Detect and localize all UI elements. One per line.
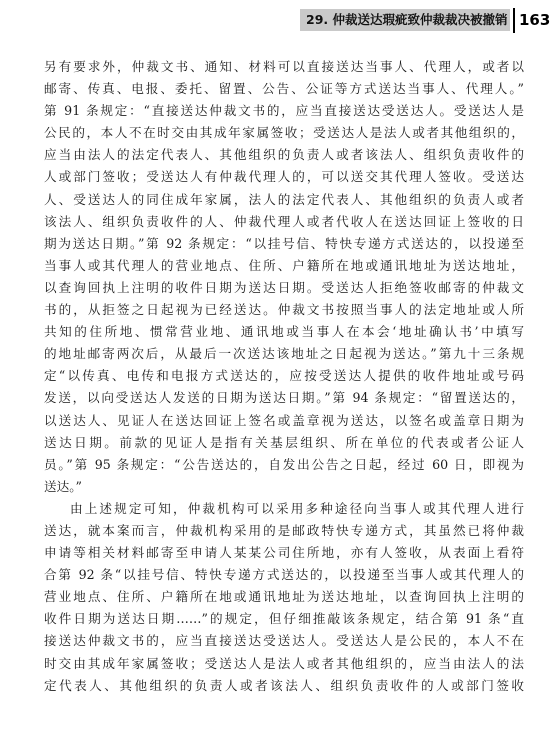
text-line: 申请等相关材料邮寄至申请人某某公司住所地，亦有人签收，从表面上看符 [44, 545, 524, 561]
page-number: 163 [519, 11, 551, 29]
text-line: 人或部门签收；受送达人有仲裁代理人的，可以送交其代理人签收。受送达 [44, 169, 524, 185]
text-line: 的地址邮寄两次后，从最后一次送达该地址之日起视为送达。”第九十三条规 [44, 346, 524, 362]
text-line: 定“以传真、电传和电报方式送达的，应按受送达人提供的收件地址或号码 [44, 368, 524, 384]
text-line: 以查询回执上注明的收件日期为送达日期。受送达人拒绝签收邮寄的仲裁文 [44, 279, 524, 295]
text-line: 公民的，本人不在时交由其成年家属签收；受送达人是法人或者其他组织的， [44, 125, 524, 141]
body-text [44, 56, 524, 697]
text-line: 合第 92 条“以挂号信、特快专递方式送达的，以投递至当事人或其代理人的 [44, 567, 524, 583]
running-header [0, 0, 558, 40]
text-line: 共知的住所地、惯常营业地、通讯地或当事人在本会‘地址确认书’中填写 [44, 324, 524, 340]
text-line: 期为送达日期。”第 92 条规定：“以挂号信、特快专递方式送达的，以投递至 [44, 235, 524, 251]
paragraph-end-line: 送达。” [44, 478, 82, 494]
paragraph-first-line: 由上述规定可知，仲裁机构可以采用多种途径向当事人或其代理人进行 [70, 500, 524, 516]
chapter-title: 29. 仲裁送达瑕疵致仲裁裁决被撤销 [306, 12, 508, 27]
text-line: 员。”第 95 条规定：“公告送达的，自发出公告之日起，经过 60 日，即视为 [44, 456, 524, 472]
text-line: 接送达仲裁文书的，应当直接送达受送达人。受送达人是公民的，本人不在 [44, 633, 524, 649]
text-line: 人、受送达人的同住成年家属，法人的法定代表人、其他组织的负责人或者 [44, 191, 524, 207]
text-line: 邮寄、传真、电报、委托、留置、公告、公证等方式送达当事人、代理人。” [44, 81, 524, 97]
text-line: 该法人、组织负责收件的人、仲裁代理人或者代收人在送达回证上签收的日 [44, 213, 524, 229]
text-line: 发送，以向受送达人发送的日期为送达日期。”第 94 条规定：“留置送达的， [44, 390, 524, 406]
text-line: 营业地点、住所、户籍所在地或通讯地址为送达地址，以查询回执上注明的 [44, 589, 524, 605]
text-line: 另有要求外，仲裁文书、通知、材料可以直接送达当事人、代理人，或者以 [44, 59, 524, 74]
text-line: 当事人或其代理人的营业地点、住所、户籍所在地或通讯地址为送达地址， [44, 257, 524, 273]
text-line: 送达，就本案而言，仲裁机构采用的是邮政特快专递方式，其虽然已将仲裁 [44, 522, 524, 538]
header-separator [513, 8, 515, 33]
text-line: 收件日期为送达日期……”的规定，但仔细推敲该条规定，结合第 91 条“直 [44, 611, 524, 627]
text-line: 以送达人、见证人在送达回证上签名或盖章视为送达，以签名或盖章日期为 [44, 412, 524, 428]
text-line: 时交由其成年家属签收；受送达人是法人或者其他组织的，应当由法人的法 [44, 655, 524, 671]
text-line: 书的，从拒签之日起视为已经送达。仲裁文书按照当事人的法定地址或人所 [44, 302, 524, 318]
text-line: 应当由法人的法定代表人、其他组织的负责人或者该法人、组织负责收件的 [44, 147, 524, 163]
text-line: 第 91 条规定：“直接送达仲裁文书的，应当直接送达受送达人。受送达人是 [44, 103, 524, 119]
text-line: 送达日期。前款的见证人是指有关基层组织、所在单位的代表或者公证人 [44, 434, 524, 450]
text-line: 定代表人、其他组织的负责人或者该法人、组织负责收件的人或部门签收 [44, 677, 524, 693]
